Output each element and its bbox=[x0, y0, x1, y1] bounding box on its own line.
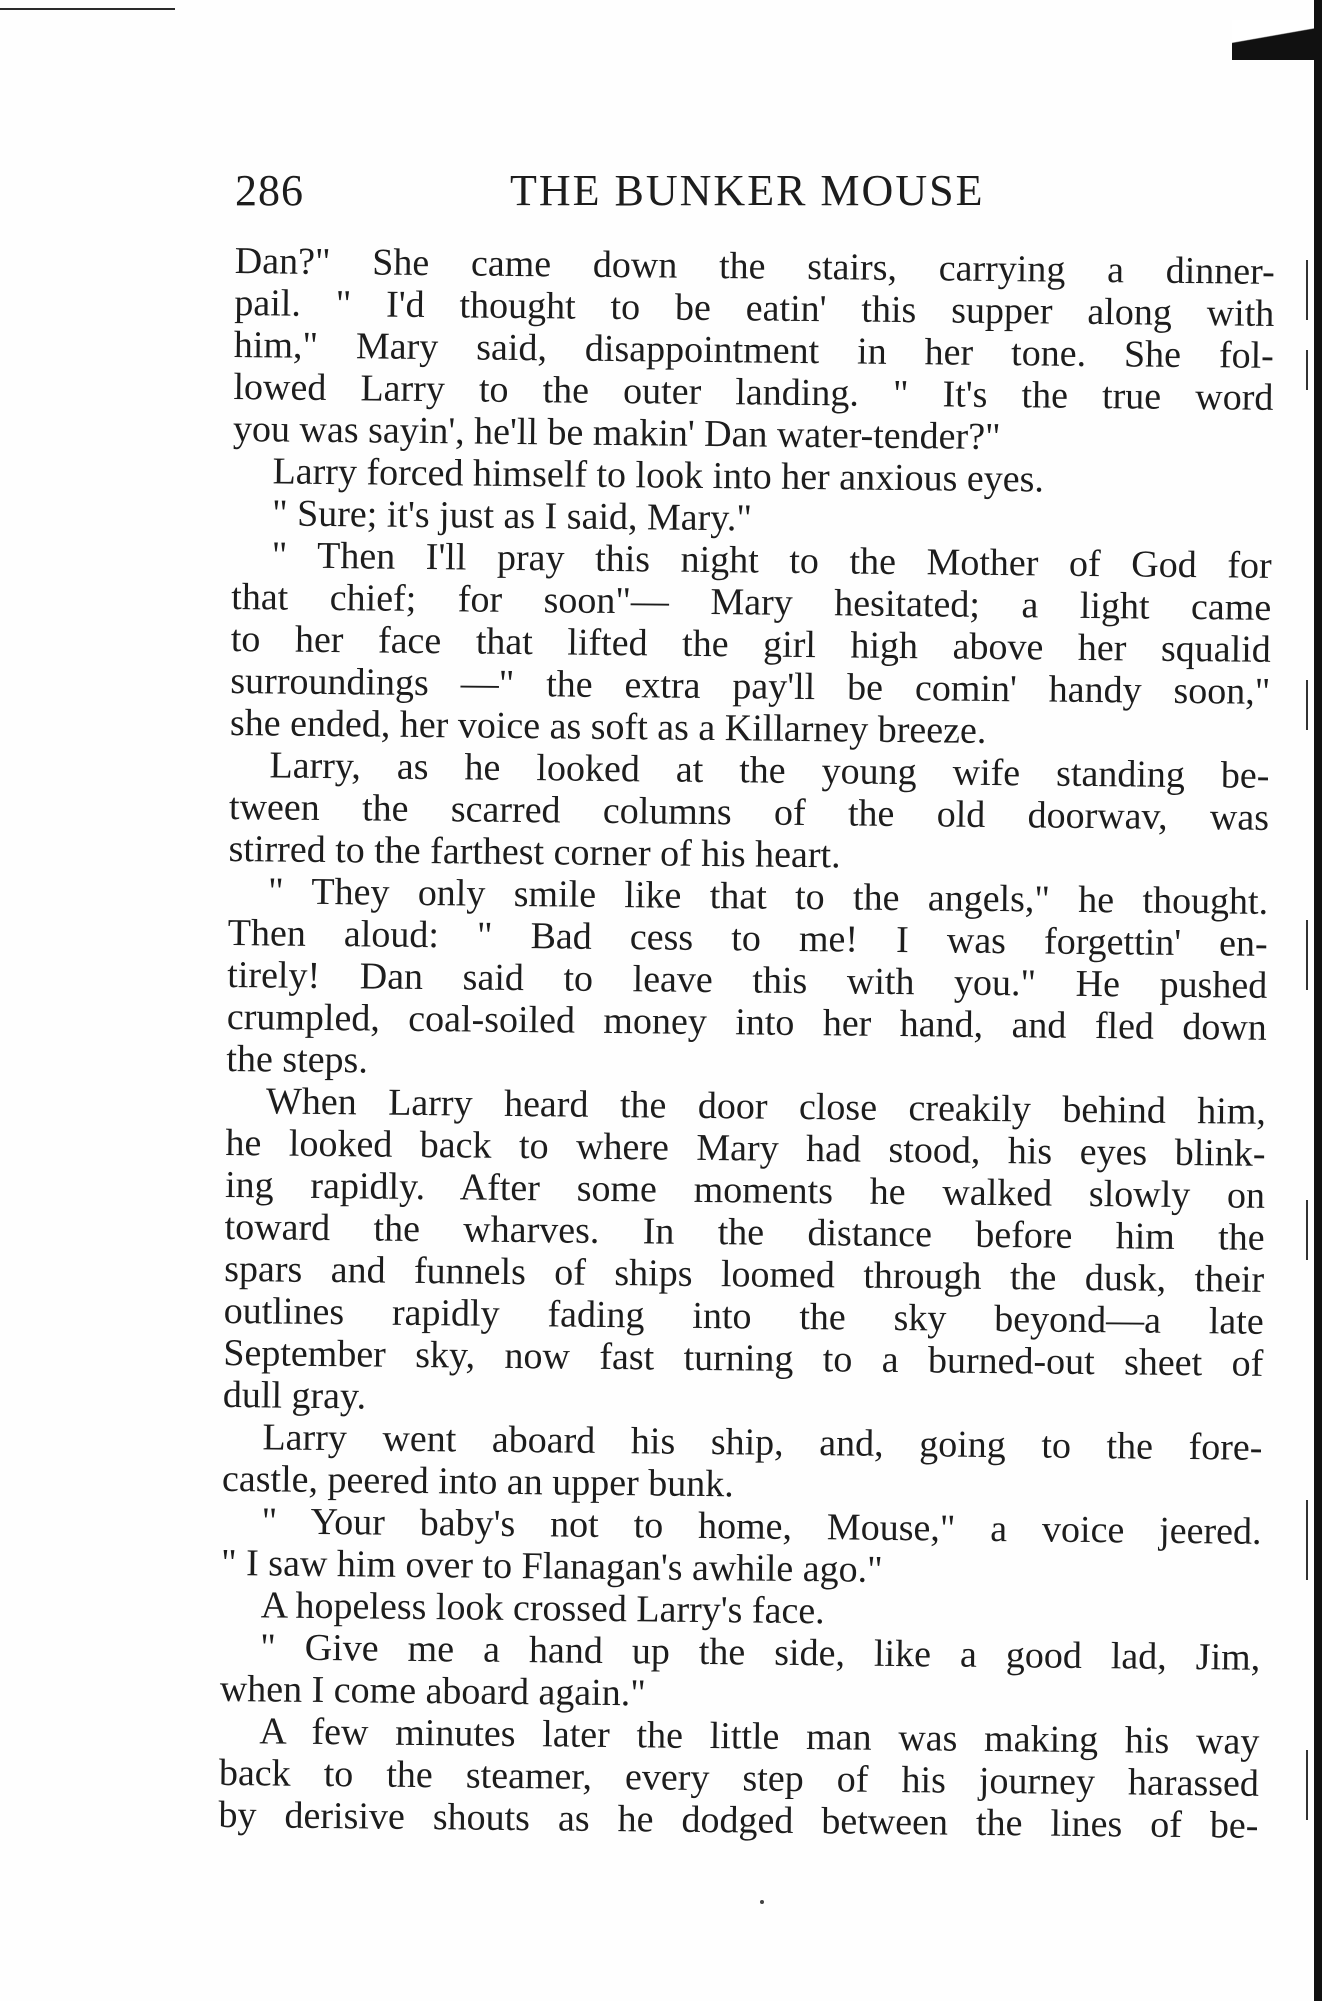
text-line: stirred to the farthest corner of his heart. bbox=[228, 827, 841, 877]
edge-speck bbox=[1306, 920, 1308, 990]
text-line: back to the steamer, every step of his journey harassed bbox=[218, 1751, 1260, 1805]
text-line: Then aloud: " Bad cess to me! I was forgettin' en- bbox=[227, 911, 1268, 965]
page-header bbox=[235, 165, 1105, 219]
text-line: by derisive shouts as he dodged between the lines of be- bbox=[218, 1793, 1259, 1847]
binding-edge-cap bbox=[1232, 20, 1322, 60]
text-line: crumpled, coal-soiled money into her hand, and fled down bbox=[226, 995, 1268, 1049]
text-line: September sky, now fast turning to a burned-out sheet of bbox=[223, 1331, 1264, 1385]
text-line: When Larry heard the door close creakily behind him, bbox=[265, 1080, 1267, 1133]
text-line: toward the wharves. In the distance before him the bbox=[224, 1205, 1265, 1259]
text-line: castle, peered into an upper bunk. bbox=[221, 1457, 734, 1506]
text-line: " They only smile like that to the angels," he thought. bbox=[267, 870, 1269, 923]
text-line: Larry, as he looked at the young wife standing be- bbox=[269, 744, 1270, 797]
running-title: THE BUNKER MOUSE bbox=[510, 166, 985, 215]
text-line: " Give me a hand up the side, like a good lad, Jim, bbox=[260, 1626, 1261, 1679]
edge-speck bbox=[1306, 680, 1308, 730]
text-line: " Sure; it's just as I said, Mary." bbox=[271, 492, 753, 540]
text-line: " I saw him over to Flanagan's awhile ago." bbox=[220, 1541, 883, 1591]
page-number: 286 bbox=[235, 166, 304, 215]
text-line: that chief; for soon"— Mary hesitated; a light came bbox=[231, 575, 1272, 629]
text-line: you was sayin', he'll be makin' Dan water-tender?" bbox=[232, 407, 1001, 459]
text-line: ing rapidly. After some moments he walked slowly on bbox=[224, 1163, 1266, 1217]
text-line: outlines rapidly fading into the sky beyond—a late bbox=[223, 1289, 1264, 1343]
text-line: Larry went aboard his ship, and, going to the fore- bbox=[262, 1416, 1263, 1469]
text-line: pail. " I'd thought to be eatin' this supper along with bbox=[234, 281, 1275, 335]
text-line: the steps. bbox=[226, 1037, 369, 1082]
text-line: she ended, her voice as soft as a Killarney breeze. bbox=[229, 701, 987, 752]
text-line: " Your baby's not to home, Mouse," a voice jeered. bbox=[261, 1500, 1262, 1553]
text-line: spars and funnels of ships loomed through the dusk, their bbox=[224, 1247, 1265, 1301]
text-line: A hopeless look crossed Larry's face. bbox=[260, 1584, 825, 1633]
text-line: dull gray. bbox=[222, 1373, 367, 1418]
edge-speck bbox=[1306, 1200, 1308, 1260]
edge-speck bbox=[1306, 350, 1308, 390]
body-text bbox=[218, 240, 1275, 1847]
text-line: lowed Larry to the outer landing. " It's the true word bbox=[233, 365, 1274, 419]
text-line: A few minutes later the little man was making his way bbox=[259, 1710, 1260, 1763]
binding-edge bbox=[1314, 0, 1322, 2001]
ink-speck bbox=[760, 1900, 764, 1904]
text-line: to her face that lifted the girl high above her squalid bbox=[230, 617, 1271, 671]
text-line: tirely! Dan said to leave this with you." He pushed bbox=[227, 953, 1268, 1007]
text-line: surroundings —" the extra pay'll be comin' handy soon," bbox=[230, 659, 1271, 713]
text-line: Larry forced himself to look into her anxious eyes. bbox=[272, 450, 1045, 501]
text-line: when I come aboard again." bbox=[219, 1667, 646, 1715]
text-line: Dan?" She came down the stairs, carrying a dinner- bbox=[234, 240, 1275, 293]
text-line: " Then I'll pray this night to the Mother of God for bbox=[271, 534, 1272, 587]
edge-speck bbox=[1306, 1750, 1308, 1820]
text-line: tween the scarred columns of the old doorwav, was bbox=[228, 785, 1270, 839]
text-line: him," Mary said, disappointment in her tone. She fol- bbox=[233, 323, 1275, 377]
edge-speck bbox=[1306, 1500, 1308, 1580]
text-line: he looked back to where Mary had stood, his eyes blink- bbox=[225, 1121, 1266, 1175]
top-rule bbox=[0, 8, 175, 10]
edge-speck bbox=[1306, 260, 1308, 320]
